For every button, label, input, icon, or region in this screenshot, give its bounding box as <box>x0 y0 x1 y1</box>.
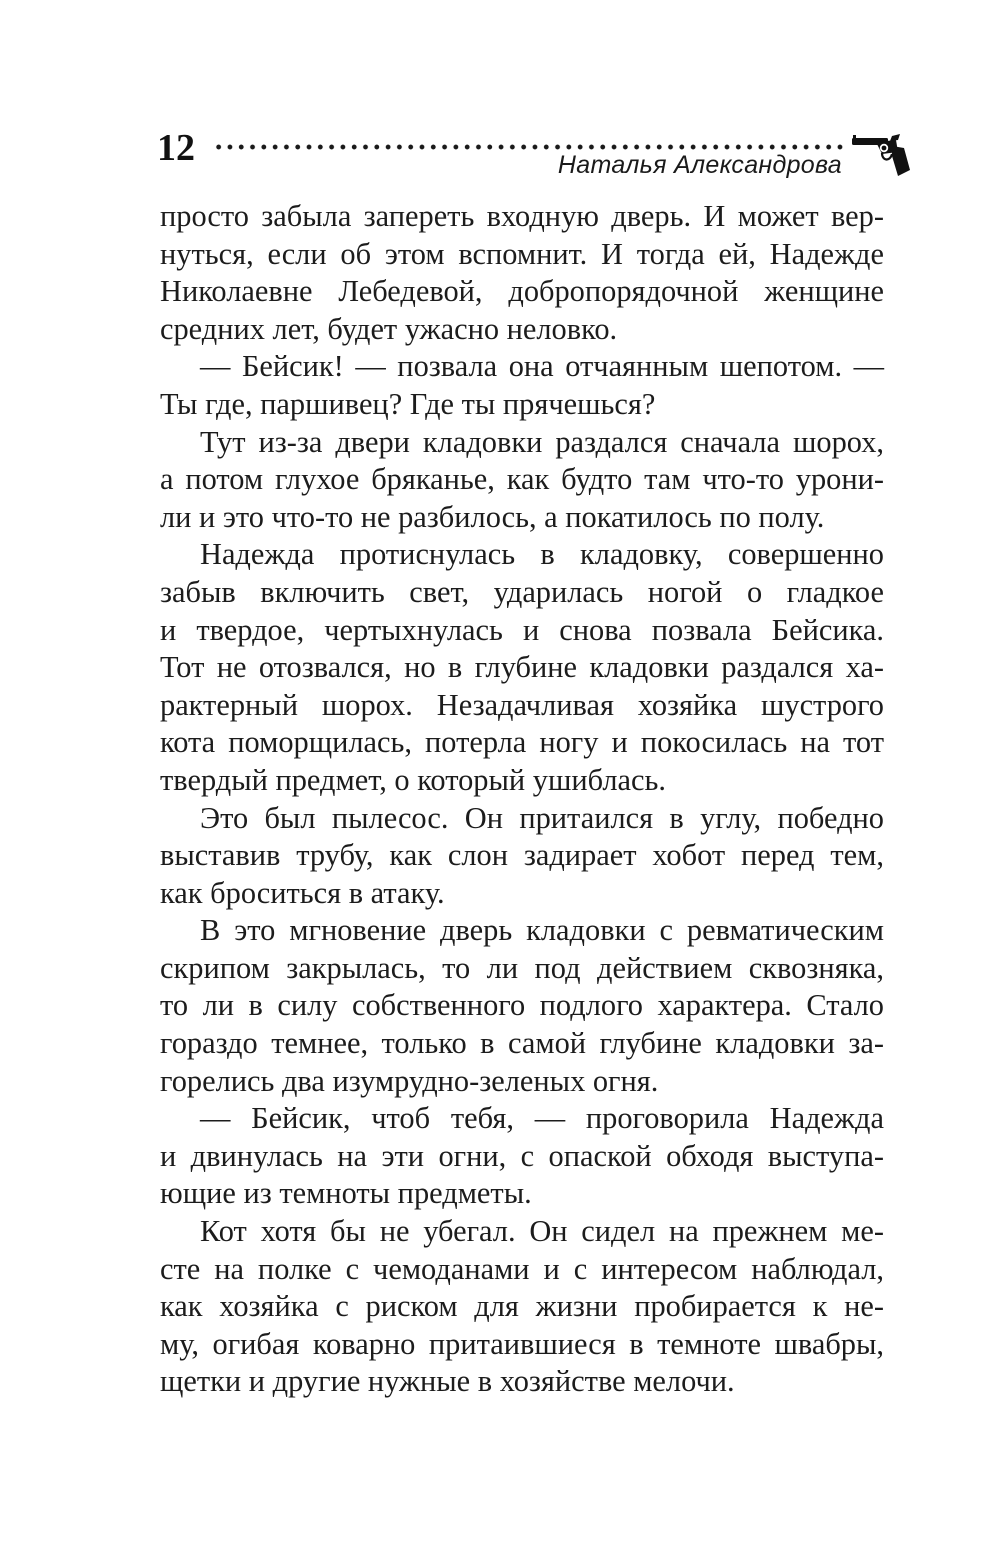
text-line: сте на полке с чемоданами и с интересом наблюдал, <box>160 1251 884 1286</box>
running-head-author: Наталья Александрова <box>557 151 842 179</box>
text-line: средних лет, будет ужасно неловко. <box>160 311 618 346</box>
text-line: горелись два изумрудно-зеленых огня. <box>160 1063 659 1098</box>
text-line: рактерный шорох. Незадачливая хозяйка шустрого <box>160 687 884 722</box>
page-number: 12 <box>157 127 195 169</box>
text-line: просто забыла запереть входную дверь. И может вер- <box>160 199 884 233</box>
paragraph-first-line: Тут из-за двери кладовки раздался сначала шорох, <box>200 424 884 459</box>
text-line: как хозяйка с риском для жизни пробирается к не- <box>160 1289 884 1324</box>
text-line: нуться, если об этом вспомнит. И тогда ей, Надежде <box>160 236 884 271</box>
paragraph-first-line: В это мгновение дверь кладовки с ревматическим <box>200 913 884 948</box>
text-line: то ли в силу собственного подлого характера. Стало <box>160 988 884 1023</box>
text-line: кота поморщилась, потерла ногу и покосилась на тот <box>160 725 884 760</box>
text-line: забыв включить свет, ударилась ногой о гладкое <box>160 574 884 609</box>
paragraph-first-line: Кот хотя бы не убегал. Он сидел на прежнем ме- <box>200 1214 884 1249</box>
text-line: му, огибая коварно притаившиеся в темноте швабры, <box>160 1326 884 1361</box>
text-line: твердый предмет, о который ушиблась. <box>160 762 666 797</box>
text-line: скрипом закрылась, то ли под действием сквозняка, <box>160 950 884 985</box>
text-line: Ты где, паршивец? Где ты прячешься? <box>160 386 656 421</box>
text-line: гораздо темнее, только в самой глубине кладовки за- <box>160 1026 884 1061</box>
paragraph-first-line: Это был пылесос. Он притаился в углу, победно <box>200 800 884 835</box>
text-line: щетки и другие нужные в хозяйстве мелочи. <box>160 1364 735 1399</box>
text-line: и твердое, чертыхнулась и снова позвала Бейсика. <box>160 612 884 647</box>
paragraph-first-line: — Бейсик, чтоб тебя, — проговорила Надежда <box>200 1101 884 1136</box>
text-line: а потом глухое бряканье, как будто там что-то урони- <box>160 462 884 497</box>
text-line: как броситься в атаку. <box>160 875 445 910</box>
text-line: ющие из темноты предметы. <box>160 1176 532 1211</box>
text-line: ли и это что-то не разбилось, а покатилось по полу. <box>160 499 825 534</box>
paragraph-first-line: — Бейсик! — позвала она отчаянным шепотом. — <box>200 349 884 384</box>
text-line: и двинулась на эти огни, с опаской обходя выступа- <box>160 1138 884 1173</box>
text-line: Тот не отозвался, но в глубине кладовки раздался ха- <box>160 650 884 685</box>
text-line: выставив трубу, как слон задирает хобот перед тем, <box>160 838 884 873</box>
page-body-text <box>160 198 884 1401</box>
page-header <box>0 0 1000 200</box>
paragraph-first-line: Надежда протиснулась в кладовку, совершенно <box>200 537 884 572</box>
revolver-icon <box>852 134 910 176</box>
text-line: Николаевне Лебедевой, добропорядочной женщине <box>160 274 884 309</box>
